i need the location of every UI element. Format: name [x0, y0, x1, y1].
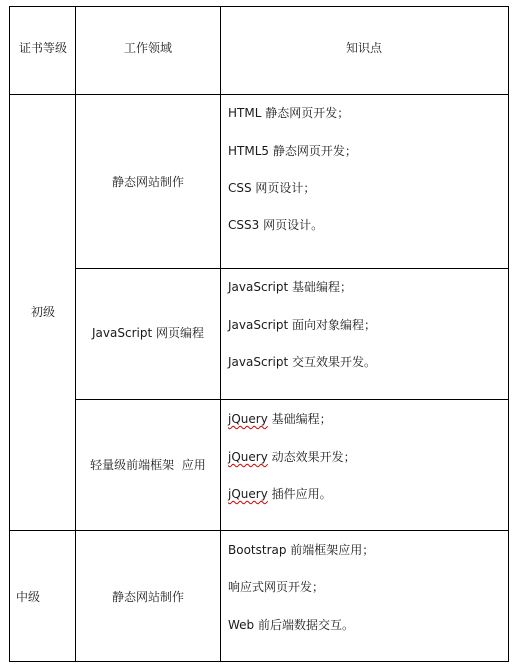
row-divider — [75, 268, 509, 269]
knowledge-point: JavaScript 交互效果开发。 — [228, 355, 376, 369]
spellcheck-word: jQuery — [228, 450, 268, 464]
work-area-label: 静态网站制作 — [111, 590, 185, 604]
header-certificate-level: 证书等级 — [18, 41, 68, 55]
table-border-right — [508, 6, 509, 662]
header-knowledge-points: 知识点 — [345, 41, 383, 55]
knowledge-point: Web 前后端数据交互。 — [228, 618, 354, 632]
level-label: 中级 — [15, 590, 41, 604]
table-header-divider — [9, 94, 509, 95]
knowledge-point: CSS 网页设计； — [228, 181, 316, 195]
knowledge-point: 响应式网页开发； — [228, 580, 325, 594]
table-border-left — [9, 6, 10, 662]
level-divider — [9, 530, 509, 531]
knowledge-point: Bootstrap 前端框架应用； — [228, 543, 375, 557]
knowledge-point-text: 插件应用。 — [267, 487, 332, 501]
spellcheck-word: jQuery — [228, 412, 268, 426]
work-area-label: 轻量级前端框架 应用 — [90, 458, 206, 472]
knowledge-point — [228, 487, 332, 501]
table-border-bottom — [9, 661, 509, 662]
work-area-label: JavaScript 网页编程 — [92, 326, 204, 340]
knowledge-point: JavaScript 基础编程； — [228, 280, 352, 294]
row-divider — [75, 399, 509, 400]
header-work-area: 工作领域 — [123, 41, 173, 55]
knowledge-point — [228, 450, 356, 464]
work-area-label: 静态网站制作 — [111, 175, 185, 189]
knowledge-point: CSS3 网页设计。 — [228, 218, 324, 232]
table-border-top — [9, 6, 509, 7]
knowledge-point: JavaScript 面向对象编程； — [228, 318, 376, 332]
spellcheck-word: jQuery — [228, 487, 268, 501]
column-divider — [75, 6, 76, 662]
column-divider — [220, 6, 221, 662]
knowledge-point-text: 动态效果开发； — [267, 450, 356, 464]
knowledge-point — [228, 412, 332, 426]
knowledge-point-text: 基础编程； — [267, 412, 332, 426]
knowledge-point: HTML5 静态网页开发； — [228, 144, 357, 158]
knowledge-point: HTML 静态网页开发； — [228, 106, 350, 120]
level-label: 初级 — [30, 305, 56, 319]
